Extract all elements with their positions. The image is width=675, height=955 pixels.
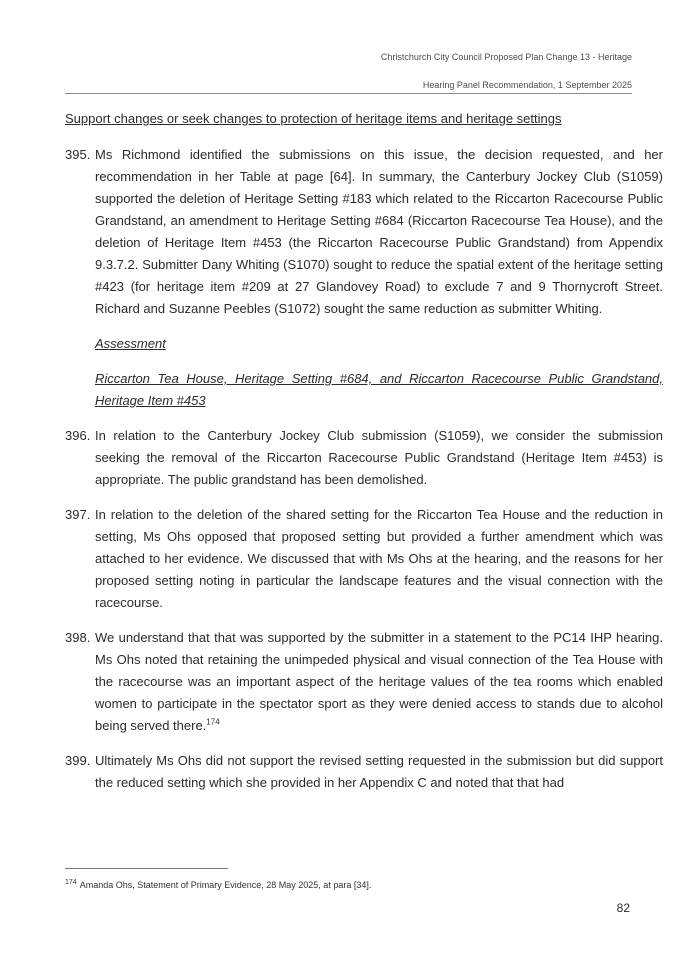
riccarton-subheading: Riccarton Tea House, Heritage Setting #684, and Riccarton Racecourse Public Grandstand, Heritage Item #453: [95, 371, 663, 408]
header-title: Christchurch City Council Proposed Plan Change 13 - Heritage: [380, 52, 632, 62]
paragraph-398-text: [95, 627, 663, 737]
paragraph-397: [65, 504, 663, 614]
paragraph-395-number: 395.: [65, 147, 91, 162]
section-heading: Support changes or seek changes to protection of heritage items and heritage settings: [65, 111, 562, 126]
page-number: 82: [616, 901, 630, 915]
footnote-reference-174: 174: [206, 717, 220, 727]
paragraph-398: [65, 627, 663, 737]
paragraph-395-text: Ms Richmond identified the submissions on this issue, the decision requested, and her recommendation in her Table at page [64]. In summary, the Canterbury Jockey Club (S1059) supported the deletion of Heritage Setting #183 which related to the Riccarton Racecourse Public Grandstand, an amendment to Heritage Setting #684 (Riccarton Racecourse Tea House), and the deletion of Heritage Item #453 (the Riccarton Racecourse Public Grandstand) from Appendix 9.3.7.2. Submitter Dany Whiting (S1070) sought to reduce the spatial extent of the heritage setting #423 (for heritage item #209 at 27 Glandovey Road) to exclude 7 and 9 Thornycroft Street. Richard and Suzanne Peebles (S1072) sought the same reduction as submitter Whiting.: [95, 147, 663, 316]
footnote-174: [65, 879, 663, 891]
assessment-heading: Assessment: [95, 336, 166, 351]
footnote-174-number: 174: [65, 879, 77, 886]
header-rule: [65, 93, 632, 94]
paragraph-399: [65, 750, 663, 794]
paragraph-397-number: 397.: [65, 507, 91, 522]
document-header: [65, 52, 632, 91]
header-subtitle: Hearing Panel Recommendation, 1 September 2025: [422, 80, 632, 90]
paragraph-399-number: 399.: [65, 753, 91, 768]
document-body: [65, 108, 663, 807]
paragraph-398-body: We understand that that was supported by the submitter in a statement to the PC14 IHP hearing. Ms Ohs noted that retaining the unimpeded physical and visual connection of the Tea House with the racecourse was an important aspect of the heritage values of the tea rooms which enabled women to participate in the spectator sport as they were denied access to stands due to alcohol being served there.: [95, 630, 663, 733]
paragraph-399-text: Ultimately Ms Ohs did not support the revised setting requested in the submission but did support the reduced setting which she provided in her Appendix C and noted that that had: [95, 753, 663, 790]
paragraph-395: [65, 144, 663, 320]
footnote-174-text: Amanda Ohs, Statement of Primary Evidence, 28 May 2025, at para [34].: [79, 880, 372, 890]
paragraph-396: [65, 425, 663, 491]
paragraph-396-number: 396.: [65, 428, 91, 443]
paragraph-397-text: In relation to the deletion of the shared setting for the Riccarton Tea House and the reduction in setting, Ms Ohs opposed that proposed setting but provided a further amendment which was attached to her evidence. We discussed that with Ms Ohs at the hearing, and the reasons for her proposed setting noting in particular the landscape features and the visual connection with the racecourse.: [95, 507, 663, 610]
paragraph-398-number: 398.: [65, 630, 91, 645]
paragraph-396-text: In relation to the Canterbury Jockey Club submission (S1059), we consider the submission seeking the removal of the Riccarton Racecourse Public Grandstand (Heritage Item #453) is appropriate. The public grandstand has been demolished.: [95, 428, 663, 487]
footnote-separator-rule: [65, 868, 228, 869]
